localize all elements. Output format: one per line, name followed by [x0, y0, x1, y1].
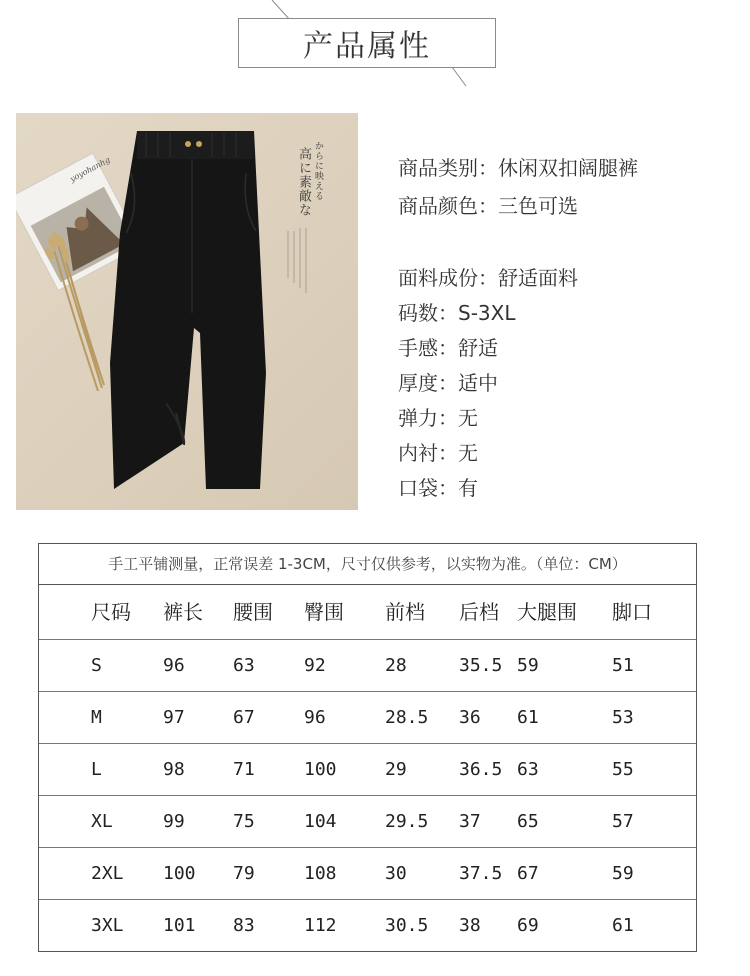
table-cell: 55 — [612, 759, 634, 780]
pants-shape — [110, 131, 266, 489]
attr-value: 适中 — [458, 371, 498, 395]
table-header-row — [39, 585, 696, 640]
table-header-cell: 腰围 — [233, 600, 273, 624]
table-row — [39, 848, 696, 900]
attr-key: 口袋： — [398, 476, 458, 500]
attr-value: 无 — [458, 441, 478, 465]
attr-key: 弹力： — [398, 406, 458, 430]
table-cell: 37.5 — [459, 863, 503, 884]
table-row — [39, 744, 696, 796]
table-cell: 28 — [385, 655, 407, 676]
japanese-text-small: からに映える — [313, 141, 323, 201]
attr-value: S-3XL — [458, 301, 516, 325]
table-row — [39, 640, 696, 692]
table-cell: 104 — [304, 811, 337, 832]
attr-value: 三色可选 — [498, 194, 578, 218]
table-cell: 100 — [304, 759, 337, 780]
pants-button-2 — [196, 141, 202, 147]
table-header-cell: 裤长 — [163, 600, 203, 624]
table-row — [39, 796, 696, 848]
pants-button-1 — [185, 141, 191, 147]
table-cell: 101 — [163, 915, 196, 936]
table-cell: L — [91, 759, 102, 780]
table-cell: 3XL — [91, 915, 124, 936]
table-cell: 99 — [163, 811, 185, 832]
table-cell: 96 — [304, 707, 326, 728]
table-cell: 92 — [304, 655, 326, 676]
table-cell: 98 — [163, 759, 185, 780]
table-cell: 67 — [233, 707, 255, 728]
table-cell: S — [91, 655, 102, 676]
attr-key: 手感： — [398, 336, 458, 360]
table-cell: 112 — [304, 915, 337, 936]
attr-value: 无 — [458, 406, 478, 430]
table-cell: 65 — [517, 811, 539, 832]
table-cell: 28.5 — [385, 707, 429, 728]
table-cell: 29.5 — [385, 811, 429, 832]
attr-key: 商品颜色： — [398, 194, 498, 218]
header-title-box — [238, 18, 496, 68]
page-title: 产品属性 — [303, 29, 431, 64]
attr-key: 码数： — [398, 301, 458, 325]
table-cell: 30 — [385, 863, 407, 884]
table-header-cell: 前档 — [385, 600, 425, 624]
table-header-cell: 尺码 — [91, 600, 131, 624]
table-row — [39, 692, 696, 744]
table-cell: 63 — [517, 759, 539, 780]
table-cell: 108 — [304, 863, 337, 884]
size-table — [38, 543, 697, 952]
table-cell: 71 — [233, 759, 255, 780]
table-cell: 37 — [459, 811, 481, 832]
table-cell: 69 — [517, 915, 539, 936]
attr-color — [398, 190, 578, 220]
attr-value: 舒适 — [458, 336, 498, 360]
table-cell: 96 — [163, 655, 185, 676]
table-cell: 97 — [163, 707, 185, 728]
table-cell: 30.5 — [385, 915, 429, 936]
table-header-cell: 臀围 — [304, 600, 344, 624]
table-cell: 38 — [459, 915, 481, 936]
table-cell: 63 — [233, 655, 255, 676]
attr-category — [398, 152, 638, 182]
attr-key: 商品类别： — [398, 156, 498, 180]
attr-fabric — [398, 262, 578, 292]
table-header-cell: 脚口 — [612, 600, 652, 624]
measurement-note: 手工平铺测量，正常误差 1-3CM，尺寸仅供参考，以实物为准。（单位：CM） — [39, 544, 696, 585]
table-cell: 57 — [612, 811, 634, 832]
table-cell: 100 — [163, 863, 196, 884]
attr-size-range — [398, 297, 515, 327]
table-cell: 59 — [612, 863, 634, 884]
attr-feel — [398, 332, 498, 362]
table-cell: 53 — [612, 707, 634, 728]
product-photo — [16, 113, 358, 510]
table-header-cell: 后档 — [459, 600, 499, 624]
attr-value: 休闲双扣阔腿裤 — [498, 156, 638, 180]
japanese-text-large: 高に素敵な — [296, 147, 311, 217]
table-cell: 75 — [233, 811, 255, 832]
table-cell: 67 — [517, 863, 539, 884]
table-cell: 59 — [517, 655, 539, 676]
attr-value: 舒适面料 — [498, 266, 578, 290]
attr-pocket — [398, 472, 478, 502]
table-row — [39, 900, 696, 952]
attr-elasticity — [398, 402, 478, 432]
table-cell: 36.5 — [459, 759, 503, 780]
attr-key: 内衬： — [398, 441, 458, 465]
table-cell: 61 — [612, 915, 634, 936]
table-cell: XL — [91, 811, 113, 832]
attr-key: 厚度： — [398, 371, 458, 395]
table-cell: 79 — [233, 863, 255, 884]
attr-lining — [398, 437, 478, 467]
table-cell: 61 — [517, 707, 539, 728]
table-cell: M — [91, 707, 102, 728]
section-header — [0, 0, 750, 100]
table-cell: 51 — [612, 655, 634, 676]
table-cell: 29 — [385, 759, 407, 780]
attr-thickness — [398, 367, 498, 397]
attr-value: 有 — [458, 476, 478, 500]
table-cell: 36 — [459, 707, 481, 728]
table-cell: 2XL — [91, 863, 124, 884]
attr-key: 面料成份： — [398, 266, 498, 290]
table-cell: 35.5 — [459, 655, 503, 676]
table-cell: 83 — [233, 915, 255, 936]
table-header-cell: 大腿围 — [517, 600, 577, 624]
card-script-text: yoyohanhg — [68, 155, 112, 184]
